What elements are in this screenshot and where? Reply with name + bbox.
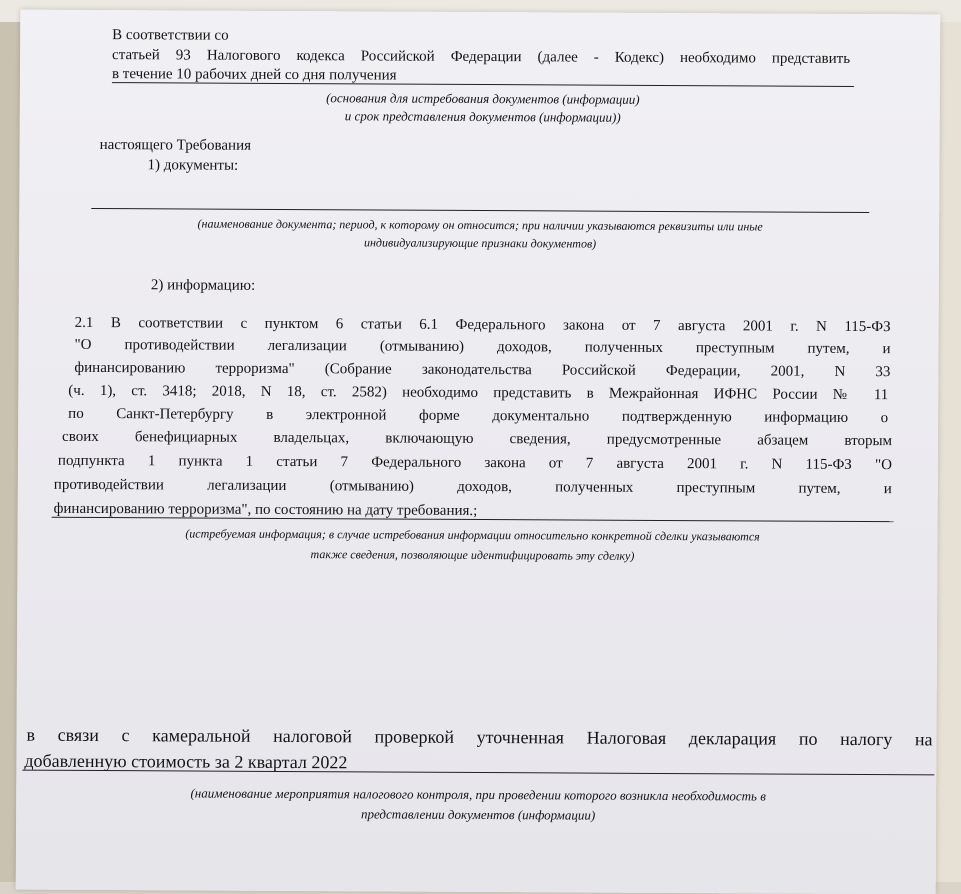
control-underline [22,770,934,776]
requirement-label: настоящего Требования [99,137,252,154]
documents-underline [91,208,869,213]
documents-caption-line-2: индивидуализирующие признаки документов) [363,235,597,251]
info-paragraph-line: финансированию терроризма" (Собрание законодательства Российской Федерации, 2001, N 33 [74,359,891,381]
info-paragraph-line: подпункта 1 пункта 1 статьи 7 Федерального закона от 7 августа 2001 г. N 115-ФЗ "О [57,452,892,474]
documents-label: 1) документы: [147,157,239,174]
control-text-line-1: в связи с камеральной налоговой проверкой уточненная Налоговая декларация по налогу на [26,724,933,750]
basis-caption-line-1: (основания для истребования документов (информации) [326,90,640,107]
control-caption-line-1: (наименование мероприятия налогового контроля, при проведении которого возникла необходимость в [190,785,766,804]
documents-caption-line-1: (наименование документа; период, к которому он относится; при наличии указываются реквизиты или иные [197,216,763,234]
information-label: 2) информацию: [150,277,256,294]
control-text-line-2: добавленную стоимость за 2 квартал 2022 [24,750,348,773]
document-page [16,10,941,894]
control-caption-line-2: представлении документов (информации) [360,806,596,823]
info-caption-line-2: также сведения, позволяющие идентифицировать эту сделку) [310,547,635,563]
info-paragraph-line: противодействии легализации (отмыванию) доходов, полученных преступным путем, и [53,476,892,498]
info-paragraph-line: "О противодействии легализации (отмыванию) доходов, полученных преступным путем, и [74,336,891,358]
intro-line-3: в течение 10 рабочих дней со дня получения [111,66,397,84]
info-paragraph-line: (ч. 1), ст. 3418; 2018, N 18, ст. 2582) необходимо представить в Межрайонная ИФНС России № 11 [68,382,889,404]
intro-line-2: статьей 93 Налогового кодекса Российской Федерации (далее - Кодекс) необходимо представить [112,47,851,67]
info-caption-line-1: (истребуемая информация; в случае истребования информации относительно конкретной сделки указываются [185,526,760,544]
intro-line-1: В соответствии со [112,27,229,44]
info-paragraph-line: своих бенефициарных владельцах, включающую сведения, предусмотренные абзацем вторым [62,428,893,450]
info-paragraph-line: финансированию терроризма", по состоянию на дату требования.; [53,500,478,519]
info-paragraph-line: 2.1 В соответствии с пунктом 6 статьи 6.1 Федерального закона от 7 августа 2001 г. N 115-ФЗ [74,314,891,336]
info-paragraph-line: по Санкт-Петербургу в электронной форме документально подтвержденную информацию о [68,405,889,427]
basis-caption-line-2: и срок представления документов (информации)) [344,108,621,125]
